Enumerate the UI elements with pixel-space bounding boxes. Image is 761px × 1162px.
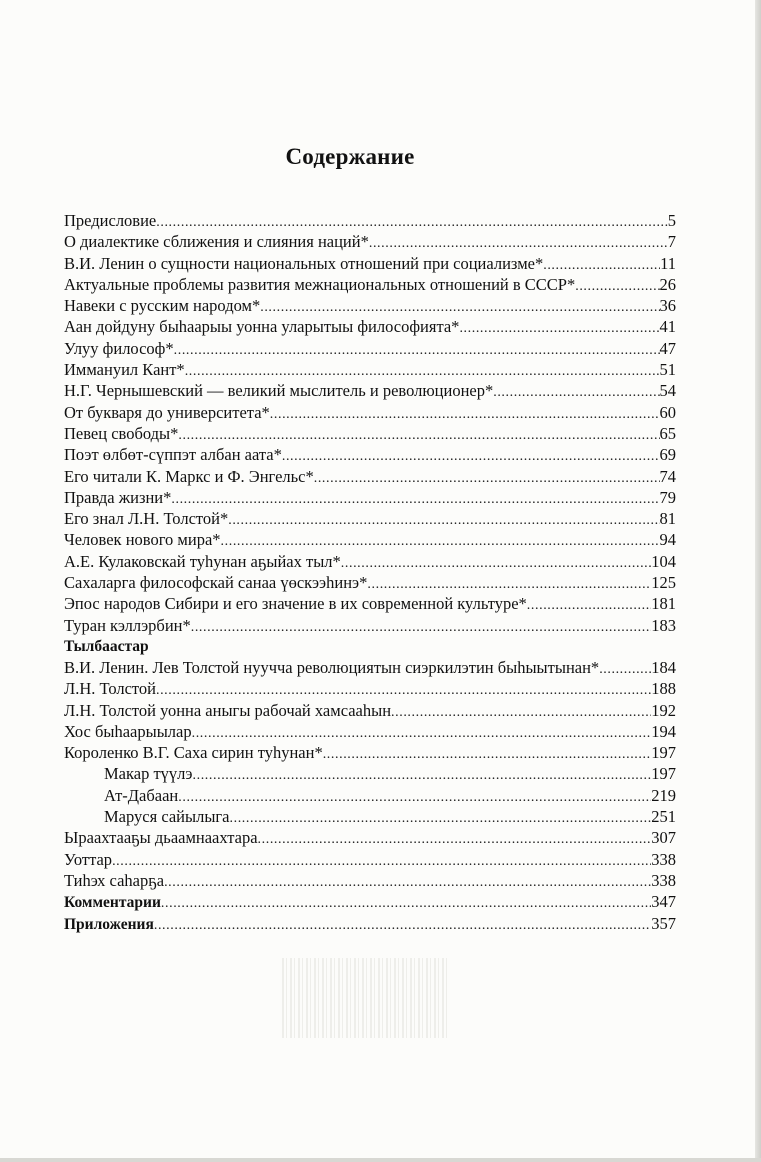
toc-leader-dots bbox=[314, 468, 660, 489]
section-heading-translations: Тылбаастар bbox=[64, 637, 149, 655]
toc-entry bbox=[64, 870, 676, 891]
bleed-through-barcode bbox=[282, 958, 450, 1038]
toc-entry-page: 51 bbox=[659, 360, 676, 380]
toc-entry-page: 219 bbox=[651, 785, 676, 805]
toc-entry bbox=[64, 508, 676, 529]
toc-entry-title: Макар түүлэ bbox=[104, 764, 193, 784]
toc-entry bbox=[64, 338, 676, 359]
toc-leader-dots bbox=[282, 446, 660, 467]
toc-entry-title: В.И. Ленин. Лев Толстой нуучча революциятын сиэркилэтин быһыытынан* bbox=[64, 657, 600, 677]
toc-entry-title: Маруся сайылыга bbox=[104, 807, 230, 827]
toc-entry-page: 188 bbox=[651, 679, 676, 699]
toc-entry bbox=[64, 423, 676, 444]
toc-entry-page: 357 bbox=[651, 913, 676, 933]
toc-entry bbox=[64, 572, 676, 593]
toc-entry-title: От букваря до университета* bbox=[64, 402, 270, 422]
toc-entry bbox=[64, 487, 676, 508]
toc-extra-entries bbox=[64, 891, 676, 934]
toc-leader-dots bbox=[178, 787, 651, 808]
toc-entry-page: 338 bbox=[651, 849, 676, 869]
toc-entry bbox=[64, 678, 676, 699]
toc-entry bbox=[64, 295, 676, 316]
toc-leader-dots bbox=[575, 276, 659, 297]
toc-entry bbox=[64, 231, 676, 252]
toc-leader-dots bbox=[228, 510, 659, 531]
toc-entry-title: Его читали К. Маркс и Ф. Энгельс* bbox=[64, 466, 314, 486]
toc-entry-title: Короленко В.Г. Саха сирин туһунан* bbox=[64, 743, 323, 763]
toc-translation-entries bbox=[64, 657, 676, 891]
toc-leader-dots bbox=[258, 829, 652, 850]
toc-entry-page: 347 bbox=[651, 892, 676, 912]
toc-entry bbox=[64, 551, 676, 572]
toc-entry-title: Хос быһаарыылар bbox=[64, 721, 192, 741]
toc-leader-dots bbox=[260, 297, 659, 318]
toc-leader-dots bbox=[191, 617, 652, 638]
toc-entry bbox=[64, 763, 676, 784]
toc-leader-dots bbox=[543, 255, 660, 276]
page-title: Содержание bbox=[285, 144, 415, 169]
toc-entry bbox=[64, 316, 676, 337]
toc-leader-dots bbox=[192, 723, 652, 744]
page-edge-bottom bbox=[0, 1158, 761, 1162]
toc-entry-title: О диалектике сближения и слияния наций* bbox=[64, 232, 369, 252]
toc-entry-title: Л.Н. Толстой уонна аныгы рабочай хамсааһын bbox=[64, 700, 392, 720]
toc-leader-dots bbox=[193, 765, 652, 786]
toc-entry-page: 74 bbox=[659, 466, 676, 486]
toc-entry-title: Приложения bbox=[64, 915, 154, 933]
toc-leader-dots bbox=[270, 404, 660, 425]
toc-entry bbox=[64, 402, 676, 423]
toc-entry-page: 5 bbox=[667, 211, 676, 230]
toc-leader-dots bbox=[174, 340, 660, 361]
toc-entry-title: Л.Н. Толстой bbox=[64, 679, 156, 699]
toc-entry bbox=[64, 359, 676, 380]
toc-leader-dots bbox=[154, 915, 651, 936]
toc-entry-page: 26 bbox=[659, 274, 676, 294]
toc-entry-title: Ыраахтааҕы дьаамнаахтара bbox=[64, 828, 258, 848]
toc-leader-dots bbox=[178, 425, 659, 446]
toc-entry-page: 194 bbox=[651, 721, 676, 741]
toc-entry-page: 307 bbox=[651, 828, 676, 848]
toc-entry bbox=[64, 210, 676, 231]
toc-entry-page: 183 bbox=[651, 615, 676, 635]
toc-leader-dots bbox=[527, 595, 651, 616]
toc-entry-title: Комментарии bbox=[64, 894, 161, 912]
toc-entry-page: 251 bbox=[651, 807, 676, 827]
toc-entry-page: 60 bbox=[659, 402, 676, 422]
toc-entry bbox=[64, 891, 676, 912]
toc-entry-title: Туран кэллэрбин* bbox=[64, 615, 191, 635]
toc-entry bbox=[64, 529, 676, 550]
toc-leader-dots bbox=[369, 233, 668, 254]
toc-entry-page: 197 bbox=[651, 764, 676, 784]
toc-entry-page: 197 bbox=[651, 743, 676, 763]
toc-entry-page: 7 bbox=[667, 232, 676, 252]
toc-entry bbox=[64, 380, 676, 401]
toc-entry bbox=[64, 785, 676, 806]
toc-entry-page: 338 bbox=[651, 870, 676, 890]
toc-entry-title: В.И. Ленин о сущности национальных отношений при социализме* bbox=[64, 253, 544, 273]
toc-entry-title: Его знал Л.Н. Толстой* bbox=[64, 509, 229, 529]
toc-leader-dots bbox=[341, 553, 651, 574]
toc-leader-dots bbox=[156, 212, 668, 233]
toc-entry-page: 192 bbox=[651, 700, 676, 720]
toc-entry-title: Правда жизни* bbox=[64, 487, 172, 507]
toc-entry-title: Навеки с русским народом* bbox=[64, 296, 261, 316]
toc-entry-page: 181 bbox=[651, 594, 676, 614]
toc-entry-title: А.Е. Кулаковскай туһунан аҕыйах тыл* bbox=[64, 551, 341, 571]
toc-entry-page: 69 bbox=[659, 445, 676, 465]
toc-entry-page: 65 bbox=[659, 423, 676, 443]
toc-leader-dots bbox=[493, 382, 659, 403]
toc-entry bbox=[64, 849, 676, 870]
toc-leader-dots bbox=[156, 680, 651, 701]
toc-entry bbox=[64, 700, 676, 721]
page-edge-shadow bbox=[755, 0, 761, 1162]
toc-entry-title: Аан дойдуну быһаарыы уонна уларытыы философията* bbox=[64, 317, 460, 337]
toc-entry-page: 54 bbox=[659, 381, 676, 401]
toc-entry bbox=[64, 721, 676, 742]
toc-entry-page: 184 bbox=[651, 657, 676, 677]
toc-entry-title: Человек нового мира* bbox=[64, 530, 221, 550]
toc-leader-dots bbox=[164, 872, 651, 893]
toc-entry-title: Ат-Дабаан bbox=[104, 785, 179, 805]
toc-entry-title: Иммануил Кант* bbox=[64, 360, 185, 380]
toc-entry-title: Уоттар bbox=[64, 849, 113, 869]
toc-entry bbox=[64, 806, 676, 827]
toc-entry bbox=[64, 615, 676, 636]
toc-entry bbox=[64, 593, 676, 614]
toc-entry-page: 104 bbox=[651, 551, 676, 571]
toc-leader-dots bbox=[161, 893, 651, 914]
toc-entry bbox=[64, 913, 676, 934]
toc-entry-page: 81 bbox=[659, 509, 676, 529]
toc-entry-title: Поэт өлбөт-сүппэт албан аата* bbox=[64, 445, 282, 465]
toc-entry-page: 41 bbox=[659, 317, 676, 337]
toc-leader-dots bbox=[323, 744, 652, 765]
table-of-contents bbox=[64, 210, 676, 934]
toc-entry-title: Певец свободы* bbox=[64, 423, 179, 443]
toc-leader-dots bbox=[185, 361, 660, 382]
toc-entry-title: Тиһэх саһарҕа bbox=[64, 870, 165, 890]
toc-leader-dots bbox=[459, 318, 659, 339]
toc-entry bbox=[64, 253, 676, 274]
toc-entry-page: 125 bbox=[651, 573, 676, 593]
toc-entry-title: Предисловие bbox=[64, 211, 157, 230]
toc-leader-dots bbox=[230, 808, 652, 829]
toc-leader-dots bbox=[221, 531, 660, 552]
toc-entry bbox=[64, 444, 676, 465]
toc-entry bbox=[64, 657, 676, 678]
toc-leader-dots bbox=[112, 851, 651, 872]
toc-leader-dots bbox=[171, 489, 659, 510]
toc-main-entries bbox=[64, 210, 676, 636]
toc-leader-dots bbox=[599, 659, 651, 680]
toc-entry-page: 36 bbox=[659, 296, 676, 316]
toc-leader-dots bbox=[367, 574, 651, 595]
toc-entry-title: Улуу философ* bbox=[64, 338, 174, 358]
toc-entry bbox=[64, 466, 676, 487]
toc-entry bbox=[64, 742, 676, 763]
toc-entry-title: Сахаларга философскай санаа үөскээһинэ* bbox=[64, 573, 368, 593]
toc-entry-title: Актуальные проблемы развития межнациональных отношений в СССР* bbox=[64, 274, 576, 294]
toc-entry bbox=[64, 274, 676, 295]
toc-entry bbox=[64, 827, 676, 848]
toc-entry-page: 94 bbox=[659, 530, 676, 550]
toc-entry-page: 47 bbox=[659, 338, 676, 358]
toc-leader-dots bbox=[391, 702, 651, 723]
toc-entry-page: 11 bbox=[660, 253, 676, 273]
toc-entry-page: 79 bbox=[659, 487, 676, 507]
toc-entry-title: Эпос народов Сибири и его значение в их современной культуре* bbox=[64, 594, 527, 614]
toc-entry-title: Н.Г. Чернышевский — великий мыслитель и революционер* bbox=[64, 381, 494, 401]
